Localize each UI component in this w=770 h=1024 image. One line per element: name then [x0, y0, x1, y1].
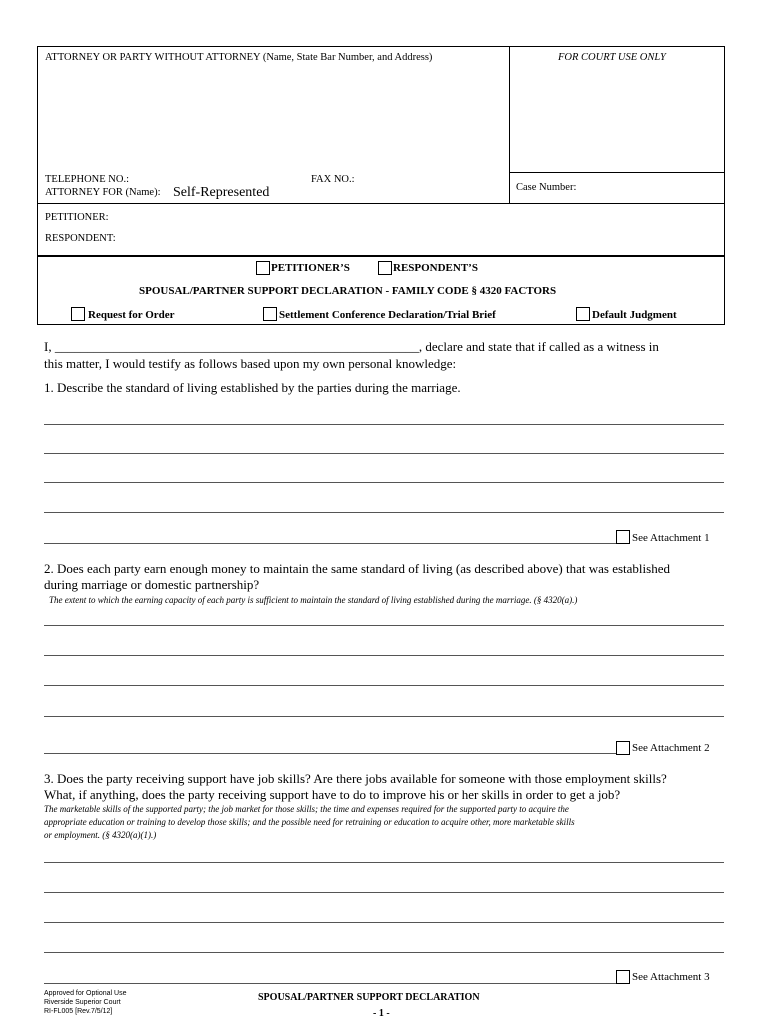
q2-answer-line[interactable] — [44, 655, 724, 656]
petitioner-top-line — [37, 203, 725, 204]
attorney-label: ATTORNEY OR PARTY WITHOUT ATTORNEY (Name, State Bar Number, and Address) — [45, 52, 433, 63]
petitioner-label: PETITIONER: — [45, 212, 109, 223]
q3-note-3: or employment. (§ 4320(a)(1).) — [44, 830, 157, 840]
q2-answer-line[interactable] — [44, 716, 724, 717]
header-box — [37, 46, 725, 256]
petitioners-label: PETITIONER’S — [271, 262, 350, 274]
attorney-for-value[interactable]: Self-Represented — [173, 185, 270, 200]
default-judgment-label: Default Judgment — [592, 309, 677, 321]
q2-note: The extent to which the earning capacity of each party is sufficient to maintain the standard of living established during the marriage. (§ 4320(a).) — [49, 595, 578, 605]
q1-answer-line[interactable] — [44, 543, 616, 544]
request-for-order-checkbox[interactable] — [71, 307, 85, 321]
q2-line-1: 2. Does each party earn enough money to maintain the same standard of living (as described above) that was established — [44, 561, 670, 576]
q3-note-1: The marketable skills of the supported party; the job market for those skills; the time and expenses required for the supported party to acquire the — [44, 804, 569, 814]
q2-line-2: during marriage or domestic partnership? — [44, 577, 260, 592]
settlement-checkbox[interactable] — [263, 307, 277, 321]
q1-text: 1. Describe the standard of living established by the parties during the marriage. — [44, 380, 461, 395]
petitioners-checkbox[interactable] — [256, 261, 270, 275]
q1-answer-line[interactable] — [44, 482, 724, 483]
attachment-1-label: See Attachment 1 — [632, 532, 710, 544]
q3-answer-line[interactable] — [44, 922, 724, 923]
attachment-3-label: See Attachment 3 — [632, 971, 710, 983]
telephone-label: TELEPHONE NO.: — [45, 174, 129, 185]
case-number-top-line — [509, 172, 725, 173]
q1-answer-line[interactable] — [44, 512, 724, 513]
footer-title: SPOUSAL/PARTNER SUPPORT DECLARATION — [258, 992, 480, 1003]
q3-answer-line[interactable] — [44, 983, 616, 984]
attachment-1-checkbox[interactable] — [616, 530, 630, 544]
q2-answer-line[interactable] — [44, 685, 724, 686]
q3-answer-line[interactable] — [44, 892, 724, 893]
attachment-3-checkbox[interactable] — [616, 970, 630, 984]
q3-answer-line[interactable] — [44, 952, 724, 953]
court-use-label: FOR COURT USE ONLY — [558, 52, 666, 63]
q3-line-2: What, if anything, does the party receiving support have to do to improve his or her skills in order to get a job? — [44, 787, 621, 802]
footer-approved-1: Approved for Optional Use — [44, 990, 127, 997]
respondent-label: RESPONDENT: — [45, 233, 116, 244]
respondents-checkbox[interactable] — [378, 261, 392, 275]
q1-answer-line[interactable] — [44, 424, 724, 425]
form-title: SPOUSAL/PARTNER SUPPORT DECLARATION - FAMILY CODE § 4320 FACTORS — [139, 285, 557, 297]
fax-label: FAX NO.: — [311, 174, 355, 185]
settlement-label: Settlement Conference Declaration/Trial Brief — [279, 309, 496, 321]
attachment-2-label: See Attachment 2 — [632, 742, 710, 754]
q3-answer-line[interactable] — [44, 862, 724, 863]
attorney-for-label: ATTORNEY FOR (Name): — [45, 187, 161, 198]
q2-answer-line[interactable] — [44, 753, 616, 754]
q1-answer-line[interactable] — [44, 453, 724, 454]
q3-line-1: 3. Does the party receiving support have job skills? Are there jobs available for someone with those employment skills? — [44, 771, 667, 786]
default-judgment-checkbox[interactable] — [576, 307, 590, 321]
footer-approved-2: Riverside Superior Court — [44, 999, 121, 1006]
intro-line-2: this matter, I would testify as follows based upon my own personal knowledge: — [44, 356, 457, 371]
intro-line-1: I, ________________________________________________________, declare and state that if called as a witness in — [44, 339, 659, 354]
q2-answer-line[interactable] — [44, 625, 724, 626]
attachment-2-checkbox[interactable] — [616, 741, 630, 755]
header-divider — [509, 46, 510, 203]
q3-note-2: appropriate education or training to develop those skills; and the possible need for retraining or education to acquire other, more marketable skills — [44, 817, 575, 827]
respondents-label: RESPONDENT’S — [393, 262, 478, 274]
case-number-label: Case Number: — [516, 182, 577, 193]
page-number: - 1 - — [373, 1008, 390, 1019]
footer-form-number: RI-FL005 [Rev.7/5/12] — [44, 1008, 113, 1015]
request-for-order-label: Request for Order — [88, 309, 175, 321]
